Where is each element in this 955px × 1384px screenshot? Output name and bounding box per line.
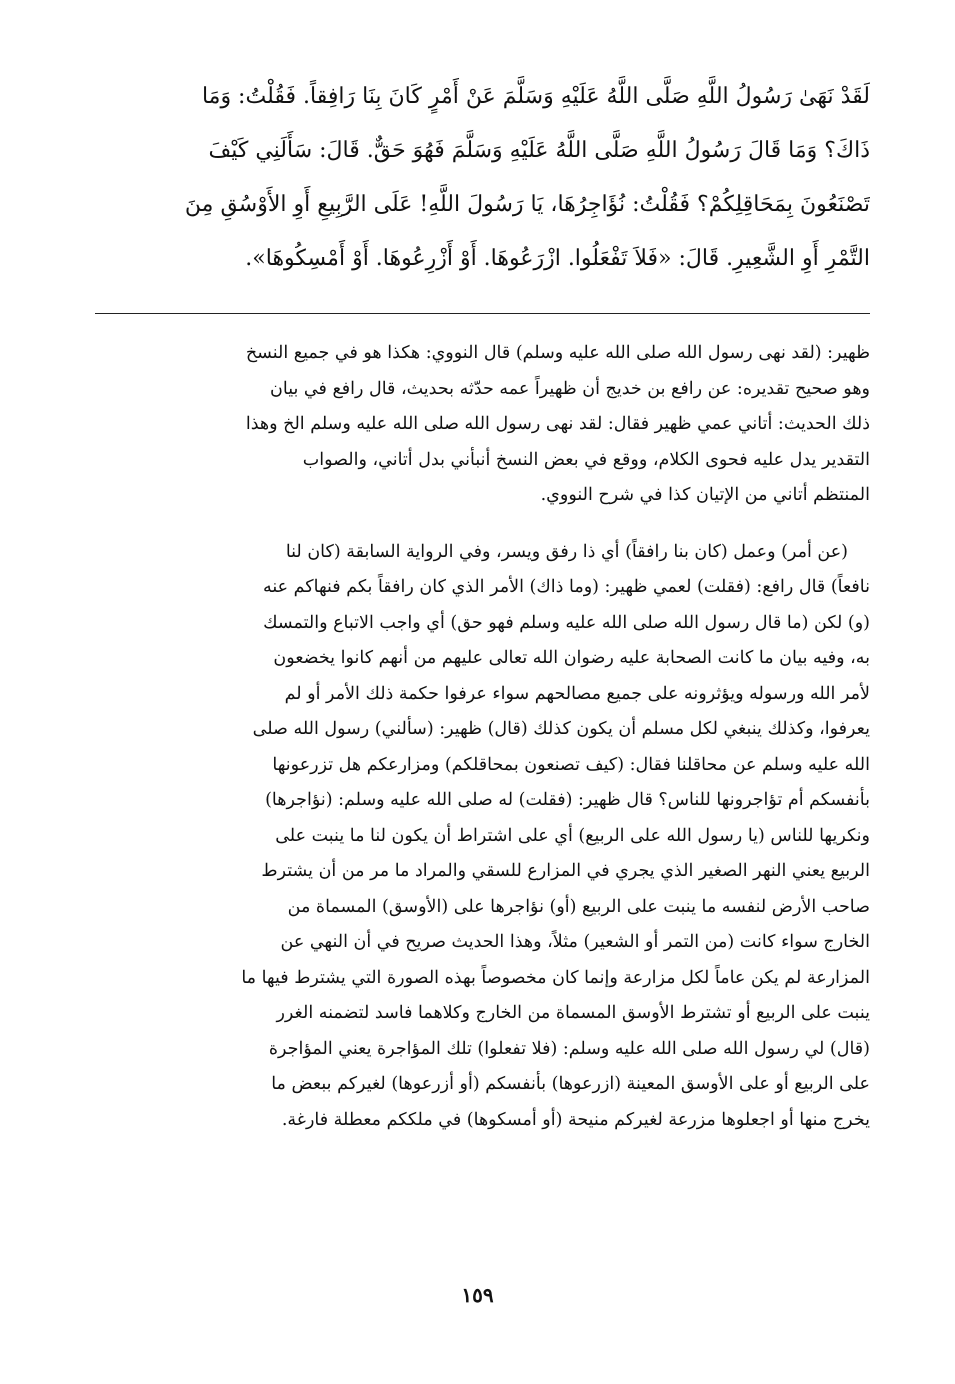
commentary-paragraph-1 xyxy=(95,336,870,514)
commentary-line: المنتظم أتاني من الإتيان كذا في شرح النووي. xyxy=(540,485,870,505)
commentary-line: لأمر الله ورسوله ويؤثرونه على جميع مصالحهم سواء عرفوا حكمة ذلك الأمر أو لم xyxy=(284,683,870,704)
commentary-paragraph-2 xyxy=(95,535,870,1139)
commentary-line: (عن أمر) وعمل (كان بنا رافقاً) أي ذا رفق ويسر، وفي الرواية السابقة (كان لنا xyxy=(285,541,848,562)
commentary-line: بأنفسكم أم تؤاجرونها للناس؟ قال ظهير: (فقلت) له صلى الله عليه وسلم: (نؤاجرها) xyxy=(265,790,870,810)
page-number: ١٥٩ xyxy=(461,1283,494,1307)
commentary-line: يخرج منها أو اجعلوها مزرعة لغيركم منيحة (أو أمسكوها) في ملككم معطلة فارغة. xyxy=(281,1109,870,1130)
commentary-line: ذلك الحديث: أتاني عمي ظهير فقال: لقد نهى رسول الله صلى الله عليه وسلم الخ وهذا xyxy=(245,414,870,434)
commentary xyxy=(95,336,870,1138)
hadith-line: لَقَدْ نَهَىٰ رَسُولُ اللَّهِ صَلَّى اللَّهُ عَلَيْهِ وَسَلَّمَ عَنْ أَمْرٍ كَانَ بِنَا رَافِقاً. فَقُلْتُ: وَمَا xyxy=(201,84,870,109)
commentary-line: ظهير: (لقد نهى رسول الله صلى الله عليه وسلم) قال النووي: هكذا هو في جميع النسخ xyxy=(245,343,870,363)
hadith-line: تَصْنَعُونَ بِمَحَاقِلِكُمْ؟ فَقُلْتُ: نُؤَاجِرُهَا، يَا رَسُولَ اللَّهِ! عَلَى الرَّبِيعِ أَوِ الأَوْسُقِ مِنَ xyxy=(184,192,870,217)
commentary-line: ونكريها للناس (يا رسول الله على الربيع) أي على اشتراط أن يكون لنا ما ينبت على xyxy=(275,825,870,846)
hadith-text xyxy=(95,70,870,286)
commentary-line: المزارعة لم يكن عاماً لكل مزارعة وإنما كان مخصوصاً بهذه الصورة التي يشترط فيها ما xyxy=(241,967,870,988)
commentary-line: التقدير يدل عليه فحوى الكلام، ووقع في بعض النسخ أنبأني بدل أتاني، والصواب xyxy=(302,449,870,470)
commentary-line: صاحب الأرض لنفسه ما ينبت على الربيع (أو) نؤاجرها على (الأوسق) المسماة من xyxy=(287,896,870,917)
commentary-line: على الربيع أو على الأوسق المعينة (ازرعوها) بأنفسكم (أو أزرعوها) لغيركم ببعض ما xyxy=(271,1074,870,1094)
commentary-line: يعرفوا، وكذلك ينبغي لكل مسلم أن يكون كذلك (قال) ظهير: (سألني) رسول الله صلى xyxy=(252,719,870,739)
commentary-line: (قال) لي رسول الله صلى الله عليه وسلم: (فلا تفعلوا) تلك المؤاجرة يعني المؤاجرة xyxy=(268,1038,870,1059)
hadith-line: التَّمْرِ أَوِ الشَّعِيرِ. قَالَ: «فَلاَ تَفْعَلُوا. ازْرَعُوهَا. أَوْ أَزْرِعُوهَا. أَوْ أَمْسِكُوهَا». xyxy=(245,246,870,271)
hadith-line: ذَاكَ؟ وَمَا قَالَ رَسُولُ اللَّهِ صَلَّى اللَّهُ عَلَيْهِ وَسَلَّمَ فَهُوَ حَقٌّ. قَالَ: سَأَلَنِي كَيْفَ xyxy=(208,138,870,163)
commentary-line: نافعاً) قال رافع: (فقلت) لعمي ظهير: (وما ذاك) الأمر الذي كان رافقاً بكم فنهاكم عنه xyxy=(262,577,870,597)
commentary-line: ينبت على الربيع أو تشترط الأوسق المسماة من الخارج وكلاهما فاسد لتضمنه الغرر xyxy=(276,1003,870,1023)
paragraph-gap xyxy=(95,514,870,535)
commentary-line: الخارج سواء كانت (من التمر أو الشعير) مثلاً، وهذا الحديث صريح في أن النهي عن xyxy=(280,932,870,952)
commentary-line: وهو صحيح تقديره: عن رافع بن خديج أن ظهيراً عمه حدّثه بحديث، قال رافع في بيان xyxy=(270,378,870,399)
commentary-line: الله عليه وسلم عن محاقلنا فقال: (كيف تصنعون بمحاقلكم) ومزارعكم هل تزرعونها xyxy=(272,754,870,775)
footnote-divider xyxy=(95,313,870,314)
commentary-line: الربيع يعني النهر الصغير الذي يجري في المزارع للسقي والمراد ما مر من أن يشترط xyxy=(261,861,870,881)
commentary-line: به، وفيه بيان ما كانت الصحابة عليه رضوان الله تعالى عليهم من أنهم كانوا يخضعون xyxy=(273,648,870,668)
commentary-line: (و) لكن (ما قال رسول الله صلى الله عليه وسلم فهو حق) أي واجب الاتباع والتمسك xyxy=(263,612,870,633)
